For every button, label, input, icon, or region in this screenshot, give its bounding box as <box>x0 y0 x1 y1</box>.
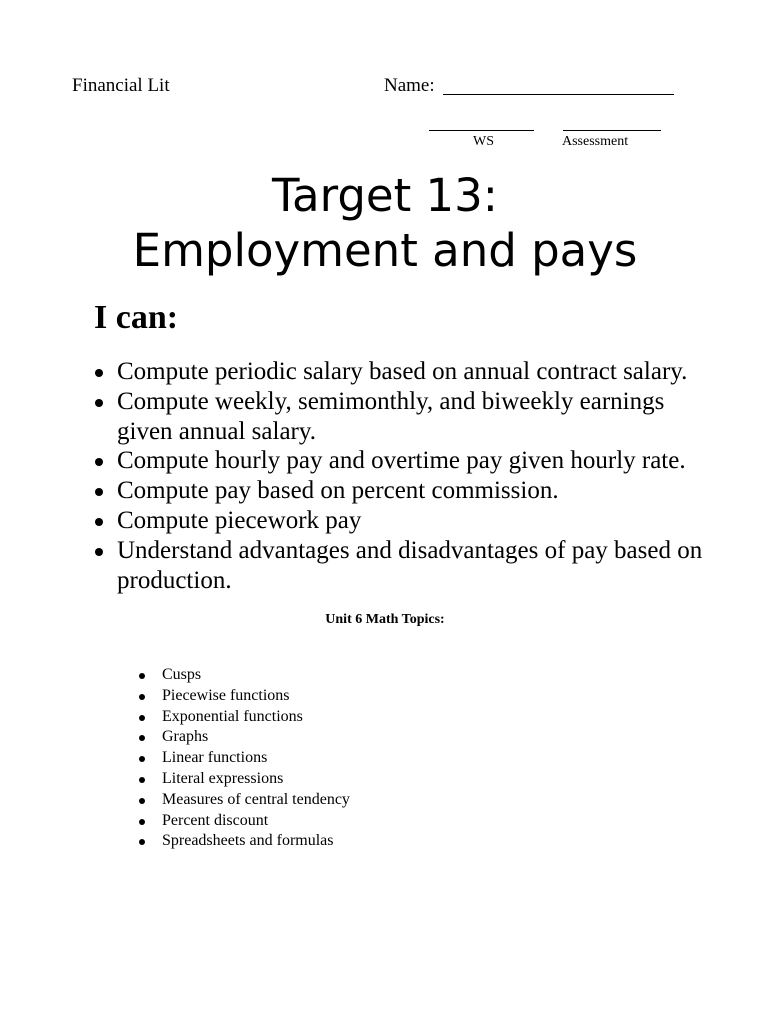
goal-item: Compute hourly pay and overtime pay given hourly rate. <box>117 446 707 476</box>
page-title <box>0 168 770 278</box>
name-blank-line <box>443 94 674 95</box>
goal-item: Understand advantages and disadvantages of pay based on production. <box>117 536 707 596</box>
unit-topics-heading: Unit 6 Math Topics: <box>325 612 445 627</box>
topic-item: Exponential functions <box>162 707 350 728</box>
goal-item: Compute pay based on percent commission. <box>117 476 707 506</box>
topic-item: Measures of central tendency <box>162 790 350 811</box>
topic-item: Spreadsheets and formulas <box>162 831 350 852</box>
goal-item: Compute periodic salary based on annual contract salary. <box>117 357 707 387</box>
title-line-1: Target 13: <box>272 169 498 222</box>
topic-item: Piecewise functions <box>162 686 350 707</box>
math-topics-list <box>162 665 350 852</box>
assessment-score-line <box>563 130 661 131</box>
topic-item: Linear functions <box>162 748 350 769</box>
topic-item: Graphs <box>162 727 350 748</box>
goal-item: Compute piecework pay <box>117 506 707 536</box>
ws-label: WS <box>473 134 494 149</box>
title-line-2: Employment and pays <box>132 224 638 277</box>
course-name: Financial Lit <box>72 75 170 96</box>
i-can-heading: I can: <box>94 299 179 336</box>
assessment-label: Assessment <box>562 134 629 149</box>
learning-goals-list <box>117 357 707 595</box>
goal-item: Compute weekly, semimonthly, and biweekly earnings given annual salary. <box>117 387 707 447</box>
topic-item: Literal expressions <box>162 769 350 790</box>
topic-item: Percent discount <box>162 811 350 832</box>
topic-item: Cusps <box>162 665 350 686</box>
name-label: Name: <box>384 75 435 96</box>
ws-score-line <box>429 130 534 131</box>
